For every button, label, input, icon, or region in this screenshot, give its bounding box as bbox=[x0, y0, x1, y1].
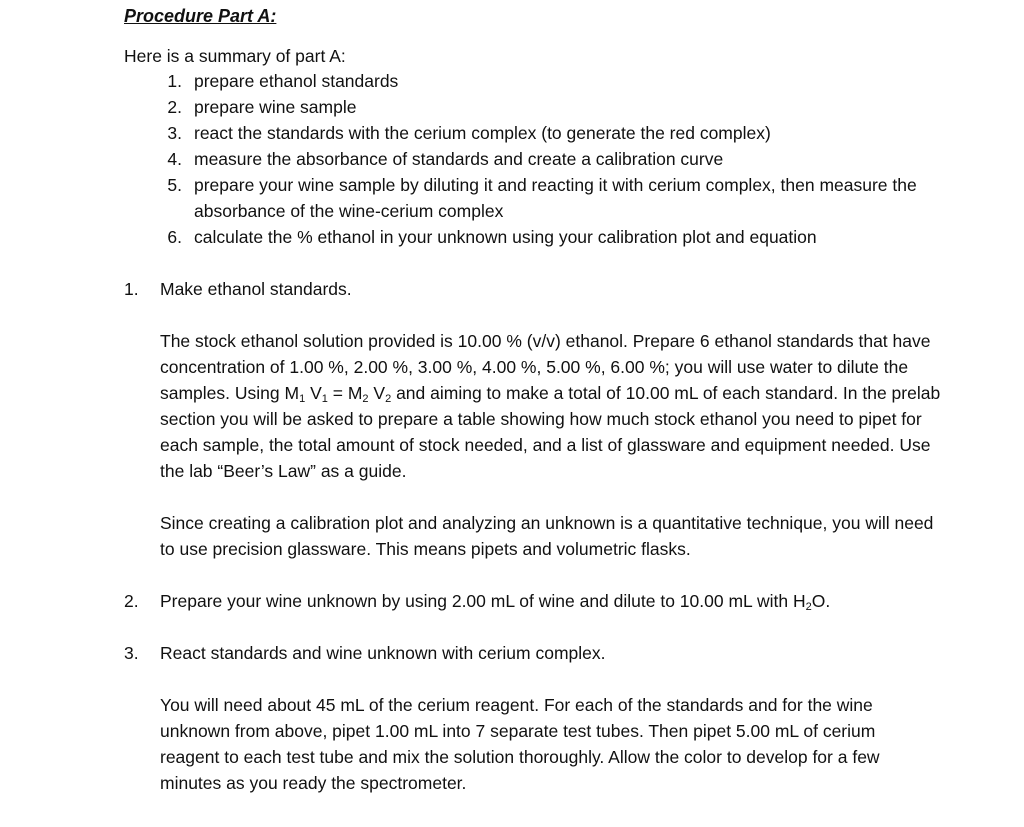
paragraph-line: The stock ethanol solution provided is 10.00 % (v/v) ethanol. Prepare 6 ethanol standards that have bbox=[160, 331, 931, 351]
paragraph-line: minutes as you ready the spectrometer. bbox=[160, 773, 467, 793]
step-number: 2. bbox=[124, 591, 139, 611]
step-number: 1. bbox=[124, 279, 139, 299]
paragraph-line: unknown from above, pipet 1.00 mL into 7 separate test tubes. Then pipet 5.00 mL of cerium bbox=[160, 721, 876, 741]
summary-item: react the standards with the cerium complex (to generate the red complex) bbox=[194, 123, 771, 143]
summary-number: 6. bbox=[167, 227, 182, 247]
paragraph-line: Since creating a calibration plot and analyzing an unknown is a quantitative technique, you will need bbox=[160, 513, 934, 533]
summary-number: 4. bbox=[167, 149, 182, 169]
step-heading: Make ethanol standards. bbox=[160, 279, 352, 299]
procedure-title: Procedure Part A: bbox=[124, 6, 277, 26]
summary-number: 1. bbox=[167, 71, 182, 91]
paragraph-line: concentration of 1.00 %, 2.00 %, 3.00 %, 4.00 %, 5.00 %, 6.00 %; you will use water to dilute the bbox=[160, 357, 909, 377]
summary-number: 2. bbox=[167, 97, 182, 117]
paragraph-line: the lab “Beer’s Law” as a guide. bbox=[160, 461, 407, 481]
summary-item: prepare wine sample bbox=[194, 97, 357, 117]
summary-item-continued: absorbance of the wine-cerium complex bbox=[194, 201, 504, 221]
paragraph-line: to use precision glassware. This means pipets and volumetric flasks. bbox=[160, 539, 691, 559]
paragraph-line: section you will be asked to prepare a table showing how much stock ethanol you need to pipet for bbox=[160, 409, 922, 429]
paragraph-line: reagent to each test tube and mix the solution thoroughly. Allow the color to develop for a few bbox=[160, 747, 880, 767]
paragraph-line: You will need about 45 mL of the cerium reagent. For each of the standards and for the wine bbox=[160, 695, 873, 715]
step-heading: Prepare your wine unknown by using 2.00 mL of wine and dilute to 10.00 mL with $H_2O$. bbox=[160, 591, 831, 613]
summary-item: calculate the % ethanol in your unknown using your calibration plot and equation bbox=[194, 227, 817, 247]
step-number: 3. bbox=[124, 643, 139, 663]
summary-item: prepare ethanol standards bbox=[194, 71, 399, 91]
summary-number: 3. bbox=[167, 123, 182, 143]
summary-number: 5. bbox=[167, 175, 182, 195]
step-heading: React standards and wine unknown with cerium complex. bbox=[160, 643, 606, 663]
summary-intro: Here is a summary of part A: bbox=[124, 46, 346, 66]
summary-item: measure the absorbance of standards and create a calibration curve bbox=[194, 149, 724, 169]
summary-item: prepare your wine sample by diluting it and reacting it with cerium complex, then measure the bbox=[194, 175, 917, 195]
paragraph-line-dilution-equation: samples. Using $M_1$ $V_1 = M_2$ $V_2$ and aiming to make a total of 10.00 mL of each standard. In the prelab bbox=[160, 383, 941, 405]
paragraph-line: each sample, the total amount of stock needed, and a list of glassware and equipment needed. Use bbox=[160, 435, 931, 455]
